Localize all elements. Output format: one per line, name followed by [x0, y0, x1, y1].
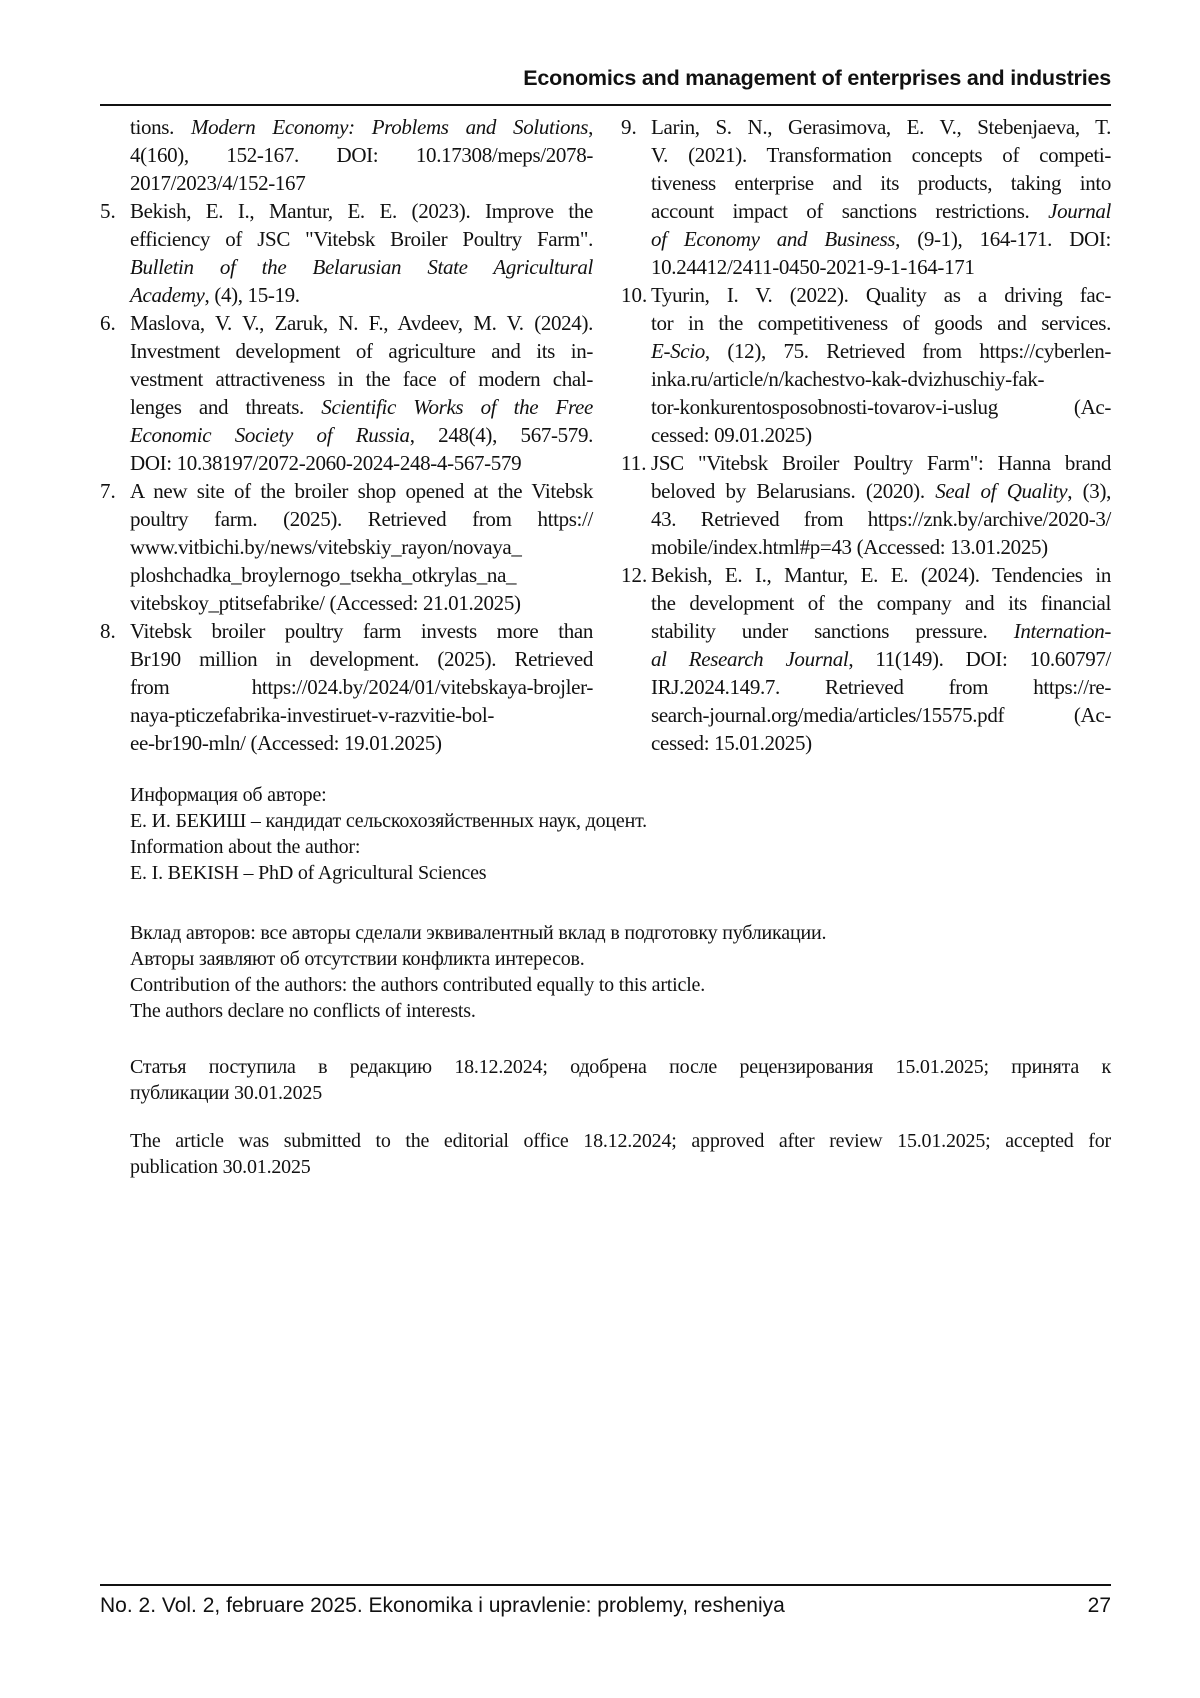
reference-text: inka.ru/article/n/kachestvo-kak-dvizhuschiy-fak-	[651, 367, 1045, 391]
reference-number: 10.	[621, 283, 648, 307]
reference-line	[130, 561, 593, 589]
reference-line	[651, 701, 1111, 729]
reference-line	[130, 309, 593, 337]
reference-line	[651, 561, 1111, 589]
reference-text: lenges and threats.	[130, 395, 322, 419]
reference-text: vestment attractiveness in the face of modern chal-	[130, 367, 593, 391]
contribution-en: Contribution of the authors: the authors contributed equally to this article.	[130, 974, 706, 996]
reference-number: 6.	[100, 311, 116, 335]
history-en	[130, 1128, 1111, 1180]
reference-text: search-journal.org/media/articles/15575.pdf (Ac-	[651, 703, 1111, 727]
history-en-line: publication 30.01.2025	[130, 1156, 311, 1178]
reference-text: , 11(149). DOI: 10.60797/	[848, 647, 1111, 671]
reference-line	[651, 477, 1111, 505]
reference-text: cessed: 09.01.2025)	[651, 423, 812, 447]
reference-text: www.vitbichi.by/news/vitebskiy_rayon/novaya_	[130, 535, 522, 559]
reference-text: Larin, S. N., Gerasimova, E. V., Stebenjaeva, T.	[651, 115, 1111, 139]
reference-line	[651, 169, 1111, 197]
reference-text: , (3),	[1067, 479, 1111, 503]
reference-text: account impact of sanctions restrictions.	[651, 199, 1049, 223]
reference-line	[651, 365, 1111, 393]
reference-text: 4(160), 152-167. DOI: 10.17308/meps/2078-	[130, 143, 593, 167]
reference-line	[130, 673, 593, 701]
reference-line	[130, 113, 593, 141]
reference-text: efficiency of JSC "Vitebsk Broiler Poultry Farm".	[130, 227, 593, 251]
reference-source-title: of Economy and Business	[651, 227, 896, 251]
reference-text: tor in the competitiveness of goods and services.	[651, 311, 1111, 335]
reference-line	[651, 393, 1111, 421]
reference-line	[651, 589, 1111, 617]
reference-number: 9.	[621, 115, 637, 139]
reference-text: ploshchadka_broylernogo_tsekha_otkrylas_na_	[130, 563, 517, 587]
header-rule	[100, 104, 1111, 106]
reference-line	[651, 225, 1111, 253]
reference-line	[651, 337, 1111, 365]
reference-line	[651, 673, 1111, 701]
reference-number: 7.	[100, 479, 116, 503]
reference-item	[100, 309, 594, 477]
reference-line	[651, 505, 1111, 533]
reference-source-title: Scientific Works of the Free	[321, 395, 594, 419]
page-footer	[100, 1594, 1111, 1618]
reference-item	[100, 477, 593, 617]
reference-line	[130, 141, 593, 169]
reference-text: V. (2021). Transformation concepts of competi-	[651, 143, 1111, 167]
reference-line	[651, 645, 1111, 673]
reference-line	[130, 253, 593, 281]
reference-text: from https://024.by/2024/01/vitebskaya-brojler-	[130, 675, 593, 699]
author-info-en-label: Information about the author:	[130, 836, 361, 858]
reference-item	[621, 281, 1111, 449]
reference-line	[130, 337, 593, 365]
reference-line	[651, 309, 1111, 337]
contribution-block	[130, 920, 1111, 1024]
reference-text: Maslova, V. V., Zaruk, N. F., Avdeev, M. V. (2024).	[130, 311, 593, 335]
reference-line	[130, 197, 593, 225]
reference-line	[130, 505, 593, 533]
reference-line	[651, 281, 1111, 309]
reference-text: , 248(4), 567-579.	[409, 423, 594, 447]
reference-text: tor-konkurentosposobnosti-tovarov-i-uslug (Ac-	[651, 395, 1111, 419]
reference-item	[100, 197, 593, 309]
reference-text: Investment development of agriculture and its in-	[130, 339, 593, 363]
history-ru-line: публикации 30.01.2025	[130, 1082, 323, 1104]
reference-text: ee-br190-mln/ (Accessed: 19.01.2025)	[130, 731, 442, 755]
reference-line	[130, 533, 593, 561]
reference-text: , (9-1), 164-171. DOI:	[895, 227, 1112, 251]
reference-line	[651, 533, 1111, 561]
reference-line	[130, 477, 593, 505]
reference-line	[651, 197, 1111, 225]
reference-item	[130, 113, 593, 197]
reference-line	[130, 393, 593, 421]
reference-item	[621, 449, 1111, 561]
reference-text: beloved by Belarusians. (2020).	[651, 479, 936, 503]
reference-line	[130, 589, 593, 617]
footer-journal: No. 2. Vol. 2, februare 2025. Ekonomika i upravlenie: problemy, resheniya	[100, 1594, 785, 1617]
history-ru	[130, 1054, 1111, 1106]
references-right-column	[621, 113, 1112, 757]
reference-text: A new site of the broiler shop opened at the Vitebsk	[130, 479, 593, 503]
reference-text: Bekish, E. I., Mantur, E. E. (2024). Tendencies in	[651, 563, 1111, 587]
history-ru-line: Статья поступила в редакцию 18.12.2024; одобрена после рецензирования 15.01.2025; принята к	[130, 1056, 1111, 1078]
author-info	[130, 782, 1111, 886]
reference-line	[651, 113, 1111, 141]
reference-text: 43. Retrieved from https://znk.by/archive/2020-3/	[651, 507, 1111, 531]
reference-number: 11.	[621, 451, 647, 475]
reference-line	[651, 617, 1111, 645]
author-info-ru-label: Информация об авторе:	[130, 784, 327, 806]
reference-line	[130, 225, 593, 253]
reference-line	[130, 617, 593, 645]
reference-text: tiveness enterprise and its products, taking into	[651, 171, 1111, 195]
reference-text: cessed: 15.01.2025)	[651, 731, 812, 755]
reference-item	[621, 561, 1111, 757]
reference-text: the development of the company and its financial	[651, 591, 1111, 615]
footer-rule	[100, 1584, 1111, 1586]
reference-line	[651, 449, 1111, 477]
reference-line	[651, 421, 1111, 449]
reference-line	[130, 701, 593, 729]
reference-source-title: Internation-	[1013, 619, 1111, 643]
reference-source-title: Academy	[130, 283, 205, 307]
author-info-en: E. I. BEKISH – PhD of Agricultural Sciences	[130, 862, 487, 884]
reference-source-title: E-Scio	[651, 339, 705, 363]
reference-text: IRJ.2024.149.7. Retrieved from https://re-	[651, 675, 1111, 699]
references-left-column	[100, 113, 594, 757]
reference-line	[130, 449, 593, 477]
reference-text: Br190 million in development. (2025). Retrieved	[130, 647, 593, 671]
reference-line	[651, 141, 1111, 169]
reference-text: , (12), 75. Retrieved from https://cyberlen-	[704, 339, 1111, 363]
reference-number: 8.	[100, 619, 116, 643]
reference-text: naya-pticzefabrika-investiruet-v-razvitie-bol-	[130, 703, 495, 727]
author-info-ru: Е. И. БЕКИШ – кандидат сельскохозяйственных наук, доцент.	[130, 810, 647, 832]
reference-text: DOI: 10.38197/2072-2060-2024-248-4-567-579	[130, 451, 522, 475]
reference-text: Bekish, E. I., Mantur, E. E. (2023). Improve the	[130, 199, 593, 223]
reference-source-title: Modern Economy: Problems and Solutions	[191, 115, 589, 139]
reference-source-title: Bulletin of the Belarusian State Agricultural	[130, 255, 593, 279]
reference-text: poultry farm. (2025). Retrieved from https://	[130, 507, 593, 531]
reference-item	[621, 113, 1112, 281]
reference-text: ,	[588, 115, 593, 139]
reference-number: 5.	[100, 199, 116, 223]
reference-text: tions.	[130, 115, 191, 139]
reference-line	[651, 729, 1111, 757]
reference-line	[130, 365, 593, 393]
reference-text: 2017/2023/4/152-167	[130, 171, 306, 195]
reference-source-title: Journal	[1048, 199, 1111, 223]
reference-text: stability under sanctions pressure.	[651, 619, 1014, 643]
reference-item	[100, 617, 593, 757]
reference-text: , (4), 15-19.	[204, 283, 300, 307]
reference-line	[130, 729, 593, 757]
page-number: 27	[1087, 1594, 1111, 1617]
conflicts-ru: Авторы заявляют об отсутствии конфликта интересов.	[130, 948, 585, 970]
reference-text: JSC "Vitebsk Broiler Poultry Farm": Hanna brand	[651, 451, 1111, 475]
reference-text: Tyurin, I. V. (2022). Quality as a driving fac-	[651, 283, 1111, 307]
reference-number: 12.	[621, 563, 648, 587]
running-header: Economics and management of enterprises and industries	[523, 66, 1111, 90]
history-en-line: The article was submitted to the editorial office 18.12.2024; approved after review 15.01.2025; accepted for	[130, 1130, 1111, 1152]
reference-text: mobile/index.html#p=43 (Accessed: 13.01.2025)	[651, 535, 1048, 559]
conflicts-en: The authors declare no conflicts of interests.	[130, 1000, 476, 1022]
reference-source-title: Seal of Quality	[935, 479, 1068, 503]
reference-text: 10.24412/2411-0450-2021-9-1-164-171	[651, 255, 975, 279]
reference-source-title: al Research Journal	[651, 647, 849, 671]
reference-line	[130, 421, 593, 449]
reference-line	[130, 645, 593, 673]
contribution-ru: Вклад авторов: все авторы сделали эквивалентный вклад в подготовку публикации.	[130, 922, 827, 944]
reference-text: Vitebsk broiler poultry farm invests more than	[130, 619, 593, 643]
reference-line	[651, 253, 1111, 281]
reference-line	[130, 281, 593, 309]
reference-source-title: Economic Society of Russia	[130, 423, 410, 447]
reference-line	[130, 169, 593, 197]
reference-text: vitebskoy_ptitsefabrike/ (Accessed: 21.01.2025)	[130, 591, 521, 615]
